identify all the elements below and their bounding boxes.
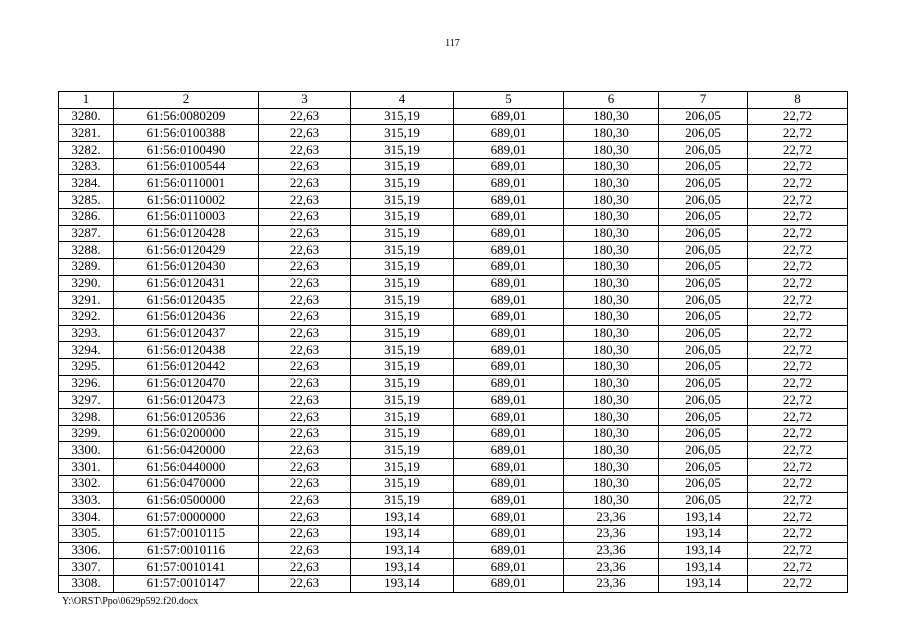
data-table	[58, 91, 848, 593]
table-cell: 22,63	[259, 242, 351, 259]
column-header: 8	[748, 92, 848, 109]
table-cell: 180,30	[564, 475, 659, 492]
table-cell: 689,01	[454, 492, 564, 509]
table-cell: 206,05	[659, 475, 748, 492]
table-cell: 315,19	[351, 158, 454, 175]
table-row	[59, 175, 848, 192]
table-cell: 689,01	[454, 409, 564, 426]
table-cell: 22,63	[259, 525, 351, 542]
table-cell: 22,72	[748, 125, 848, 142]
table-cell: 3287.	[59, 225, 114, 242]
table-cell: 206,05	[659, 292, 748, 309]
table-cell: 180,30	[564, 492, 659, 509]
table-cell: 180,30	[564, 459, 659, 476]
table-cell: 689,01	[454, 108, 564, 125]
table-cell: 22,63	[259, 492, 351, 509]
table-row	[59, 542, 848, 559]
table-cell: 689,01	[454, 158, 564, 175]
table-cell: 315,19	[351, 442, 454, 459]
table-cell: 61:56:0120431	[114, 275, 259, 292]
table-cell: 61:56:0200000	[114, 425, 259, 442]
table-cell: 22,63	[259, 258, 351, 275]
table-cell: 22,63	[259, 325, 351, 342]
table-cell: 315,19	[351, 375, 454, 392]
column-header: 6	[564, 92, 659, 109]
table-cell: 689,01	[454, 392, 564, 409]
table-cell: 206,05	[659, 325, 748, 342]
table-cell: 689,01	[454, 258, 564, 275]
table-cell: 689,01	[454, 425, 564, 442]
table-cell: 206,05	[659, 125, 748, 142]
table-cell: 206,05	[659, 142, 748, 159]
table-cell: 689,01	[454, 242, 564, 259]
table-cell: 22,72	[748, 409, 848, 426]
table-cell: 3282.	[59, 142, 114, 159]
table-cell: 61:56:0120437	[114, 325, 259, 342]
table-cell: 180,30	[564, 359, 659, 376]
table-cell: 22,72	[748, 158, 848, 175]
table-cell: 61:56:0120438	[114, 342, 259, 359]
table-cell: 22,72	[748, 208, 848, 225]
table-cell: 22,72	[748, 275, 848, 292]
table-cell: 23,36	[564, 559, 659, 576]
table-cell: 3299.	[59, 425, 114, 442]
table-cell: 689,01	[454, 375, 564, 392]
table-cell: 22,63	[259, 225, 351, 242]
table-cell: 22,63	[259, 409, 351, 426]
table-row	[59, 225, 848, 242]
table-cell: 180,30	[564, 392, 659, 409]
table-cell: 3304.	[59, 509, 114, 526]
column-header: 1	[59, 92, 114, 109]
table-cell: 180,30	[564, 325, 659, 342]
table-cell: 206,05	[659, 308, 748, 325]
table-cell: 689,01	[454, 442, 564, 459]
table-cell: 180,30	[564, 142, 659, 159]
table-cell: 3284.	[59, 175, 114, 192]
table-cell: 61:56:0420000	[114, 442, 259, 459]
table-cell: 22,72	[748, 509, 848, 526]
table-cell: 193,14	[351, 509, 454, 526]
table-cell: 315,19	[351, 392, 454, 409]
table-row	[59, 125, 848, 142]
table-cell: 61:56:0120470	[114, 375, 259, 392]
table-cell: 315,19	[351, 459, 454, 476]
table-cell: 315,19	[351, 325, 454, 342]
table-cell: 22,72	[748, 258, 848, 275]
table-cell: 193,14	[659, 575, 748, 592]
table-cell: 180,30	[564, 175, 659, 192]
table-cell: 689,01	[454, 509, 564, 526]
table-row	[59, 475, 848, 492]
table-row	[59, 208, 848, 225]
table-cell: 3291.	[59, 292, 114, 309]
table-cell: 22,63	[259, 442, 351, 459]
table-cell: 22,63	[259, 208, 351, 225]
table-cell: 315,19	[351, 175, 454, 192]
table-cell: 180,30	[564, 225, 659, 242]
table-row	[59, 308, 848, 325]
table-cell: 689,01	[454, 125, 564, 142]
table-cell: 61:56:0120536	[114, 409, 259, 426]
table-cell: 193,14	[351, 575, 454, 592]
table-cell: 689,01	[454, 275, 564, 292]
table-cell: 22,72	[748, 442, 848, 459]
table-cell: 689,01	[454, 459, 564, 476]
table-cell: 206,05	[659, 342, 748, 359]
table-row	[59, 525, 848, 542]
table-cell: 180,30	[564, 125, 659, 142]
table-cell: 61:56:0100388	[114, 125, 259, 142]
table-cell: 3308.	[59, 575, 114, 592]
table-cell: 22,63	[259, 342, 351, 359]
table-cell: 23,36	[564, 509, 659, 526]
table-cell: 22,72	[748, 559, 848, 576]
column-header: 4	[351, 92, 454, 109]
table-cell: 61:56:0100490	[114, 142, 259, 159]
table-cell: 315,19	[351, 258, 454, 275]
table-cell: 689,01	[454, 192, 564, 209]
table-cell: 61:56:0080209	[114, 108, 259, 125]
table-cell: 23,36	[564, 575, 659, 592]
table-cell: 22,72	[748, 175, 848, 192]
table-cell: 206,05	[659, 442, 748, 459]
table-row	[59, 392, 848, 409]
table-cell: 61:56:0500000	[114, 492, 259, 509]
table-cell: 22,63	[259, 475, 351, 492]
table-cell: 22,63	[259, 275, 351, 292]
table-cell: 689,01	[454, 525, 564, 542]
table-cell: 3285.	[59, 192, 114, 209]
table-cell: 22,72	[748, 192, 848, 209]
table-cell: 3289.	[59, 258, 114, 275]
table-row	[59, 459, 848, 476]
table-cell: 61:56:0100544	[114, 158, 259, 175]
column-header: 3	[259, 92, 351, 109]
table-cell: 193,14	[659, 525, 748, 542]
table-row	[59, 559, 848, 576]
table-cell: 61:56:0110001	[114, 175, 259, 192]
table-cell: 3290.	[59, 275, 114, 292]
table-cell: 22,72	[748, 392, 848, 409]
table-cell: 3296.	[59, 375, 114, 392]
table-cell: 22,63	[259, 142, 351, 159]
table-cell: 22,72	[748, 459, 848, 476]
table-cell: 689,01	[454, 292, 564, 309]
table-cell: 180,30	[564, 409, 659, 426]
table-cell: 315,19	[351, 359, 454, 376]
table-cell: 22,72	[748, 375, 848, 392]
table-cell: 180,30	[564, 258, 659, 275]
table-cell: 180,30	[564, 375, 659, 392]
table-row	[59, 242, 848, 259]
table-cell: 22,72	[748, 575, 848, 592]
table-cell: 22,72	[748, 542, 848, 559]
table-cell: 180,30	[564, 292, 659, 309]
table-cell: 3300.	[59, 442, 114, 459]
footer-file-path: Y:\ORST\Ppo\0629p592.f20.docx	[62, 596, 199, 607]
table-cell: 22,63	[259, 158, 351, 175]
table-cell: 180,30	[564, 342, 659, 359]
table-cell: 180,30	[564, 242, 659, 259]
table-cell: 3294.	[59, 342, 114, 359]
table-cell: 689,01	[454, 575, 564, 592]
table-cell: 689,01	[454, 142, 564, 159]
table-cell: 22,63	[259, 392, 351, 409]
table-cell: 22,63	[259, 509, 351, 526]
table-cell: 689,01	[454, 559, 564, 576]
table-cell: 315,19	[351, 409, 454, 426]
table-cell: 315,19	[351, 275, 454, 292]
table-cell: 3281.	[59, 125, 114, 142]
table-row	[59, 425, 848, 442]
table-cell: 22,72	[748, 492, 848, 509]
table-cell: 61:57:0010116	[114, 542, 259, 559]
table-cell: 22,72	[748, 342, 848, 359]
table-cell: 61:56:0120428	[114, 225, 259, 242]
table-body	[59, 108, 848, 592]
table-cell: 689,01	[454, 175, 564, 192]
table-cell: 23,36	[564, 542, 659, 559]
table-cell: 180,30	[564, 275, 659, 292]
table-cell: 22,63	[259, 542, 351, 559]
table-cell: 315,19	[351, 142, 454, 159]
table-cell: 315,19	[351, 425, 454, 442]
table-cell: 206,05	[659, 492, 748, 509]
table-cell: 61:56:0110003	[114, 208, 259, 225]
table-row	[59, 359, 848, 376]
table-cell: 315,19	[351, 475, 454, 492]
table-cell: 3286.	[59, 208, 114, 225]
table-cell: 3301.	[59, 459, 114, 476]
table-row	[59, 275, 848, 292]
table-cell: 3307.	[59, 559, 114, 576]
table-cell: 315,19	[351, 208, 454, 225]
table-cell: 22,72	[748, 242, 848, 259]
table-row	[59, 192, 848, 209]
table-cell: 206,05	[659, 242, 748, 259]
table-cell: 206,05	[659, 108, 748, 125]
table-row	[59, 142, 848, 159]
table-cell: 3302.	[59, 475, 114, 492]
table-cell: 315,19	[351, 125, 454, 142]
table-cell: 206,05	[659, 175, 748, 192]
table-cell: 193,14	[351, 559, 454, 576]
table-cell: 61:56:0120430	[114, 258, 259, 275]
table-cell: 193,14	[659, 509, 748, 526]
table-row	[59, 325, 848, 342]
table-cell: 3303.	[59, 492, 114, 509]
table-cell: 22,63	[259, 425, 351, 442]
table-cell: 206,05	[659, 225, 748, 242]
table-cell: 22,63	[259, 575, 351, 592]
table-row	[59, 442, 848, 459]
table-cell: 689,01	[454, 475, 564, 492]
table-cell: 315,19	[351, 108, 454, 125]
table-cell: 61:57:0010147	[114, 575, 259, 592]
table-cell: 689,01	[454, 342, 564, 359]
table-cell: 22,72	[748, 108, 848, 125]
table-cell: 180,30	[564, 108, 659, 125]
table-row	[59, 292, 848, 309]
table-cell: 193,14	[659, 542, 748, 559]
table-cell: 3292.	[59, 308, 114, 325]
table-cell: 206,05	[659, 208, 748, 225]
column-header: 7	[659, 92, 748, 109]
table-row	[59, 375, 848, 392]
table-cell: 22,63	[259, 192, 351, 209]
table-cell: 22,63	[259, 308, 351, 325]
table-row	[59, 492, 848, 509]
table-cell: 61:56:0120442	[114, 359, 259, 376]
table-cell: 22,72	[748, 308, 848, 325]
table-cell: 23,36	[564, 525, 659, 542]
table-cell: 689,01	[454, 225, 564, 242]
table-cell: 315,19	[351, 192, 454, 209]
table-cell: 22,63	[259, 292, 351, 309]
table-cell: 689,01	[454, 308, 564, 325]
column-header: 5	[454, 92, 564, 109]
table-cell: 22,72	[748, 525, 848, 542]
table-cell: 206,05	[659, 158, 748, 175]
table-cell: 206,05	[659, 392, 748, 409]
table-row	[59, 575, 848, 592]
table-cell: 22,72	[748, 425, 848, 442]
table-cell: 61:56:0120436	[114, 308, 259, 325]
table-cell: 206,05	[659, 459, 748, 476]
table-cell: 689,01	[454, 325, 564, 342]
table-cell: 315,19	[351, 292, 454, 309]
table-cell: 22,72	[748, 475, 848, 492]
page-number: 117	[445, 38, 460, 49]
table-cell: 3305.	[59, 525, 114, 542]
table-cell: 61:57:0010115	[114, 525, 259, 542]
table-cell: 180,30	[564, 308, 659, 325]
table-cell: 180,30	[564, 425, 659, 442]
table-cell: 3306.	[59, 542, 114, 559]
table-cell: 193,14	[659, 559, 748, 576]
table-cell: 61:56:0120473	[114, 392, 259, 409]
table-cell: 180,30	[564, 192, 659, 209]
table-cell: 180,30	[564, 442, 659, 459]
header-row	[59, 92, 848, 109]
table-cell: 689,01	[454, 359, 564, 376]
table-cell: 61:56:0110002	[114, 192, 259, 209]
table-cell: 61:57:0010141	[114, 559, 259, 576]
table-cell: 206,05	[659, 425, 748, 442]
table-cell: 315,19	[351, 492, 454, 509]
table-row	[59, 509, 848, 526]
table-cell: 206,05	[659, 375, 748, 392]
table-cell: 206,05	[659, 192, 748, 209]
table-cell: 61:56:0120429	[114, 242, 259, 259]
table-cell: 193,14	[351, 542, 454, 559]
table-cell: 206,05	[659, 258, 748, 275]
table-row	[59, 342, 848, 359]
table-cell: 3295.	[59, 359, 114, 376]
table-cell: 3288.	[59, 242, 114, 259]
table-cell: 22,72	[748, 359, 848, 376]
table-cell: 22,63	[259, 175, 351, 192]
table-cell: 61:56:0120435	[114, 292, 259, 309]
table-cell: 689,01	[454, 542, 564, 559]
table-cell: 180,30	[564, 158, 659, 175]
table-cell: 61:56:0440000	[114, 459, 259, 476]
table-cell: 61:57:0000000	[114, 509, 259, 526]
table-cell: 3280.	[59, 108, 114, 125]
table-row	[59, 258, 848, 275]
table-cell: 3297.	[59, 392, 114, 409]
table-cell: 3298.	[59, 409, 114, 426]
table-cell: 180,30	[564, 208, 659, 225]
table-cell: 22,63	[259, 359, 351, 376]
table-cell: 315,19	[351, 308, 454, 325]
table-cell: 206,05	[659, 275, 748, 292]
table-cell: 22,63	[259, 108, 351, 125]
table-row	[59, 409, 848, 426]
table-cell: 22,72	[748, 225, 848, 242]
column-header: 2	[114, 92, 259, 109]
table-cell: 206,05	[659, 359, 748, 376]
table-row	[59, 108, 848, 125]
table-cell: 315,19	[351, 242, 454, 259]
table-cell: 22,63	[259, 459, 351, 476]
table-cell: 22,63	[259, 125, 351, 142]
table-cell: 22,72	[748, 142, 848, 159]
table-cell: 22,63	[259, 559, 351, 576]
table-cell: 315,19	[351, 225, 454, 242]
table-cell: 206,05	[659, 409, 748, 426]
table-row	[59, 158, 848, 175]
table-cell: 22,63	[259, 375, 351, 392]
table-cell: 315,19	[351, 342, 454, 359]
table-cell: 3293.	[59, 325, 114, 342]
table-cell: 3283.	[59, 158, 114, 175]
table-cell: 193,14	[351, 525, 454, 542]
table-cell: 22,72	[748, 292, 848, 309]
table-cell: 61:56:0470000	[114, 475, 259, 492]
table-cell: 22,72	[748, 325, 848, 342]
table-cell: 689,01	[454, 208, 564, 225]
